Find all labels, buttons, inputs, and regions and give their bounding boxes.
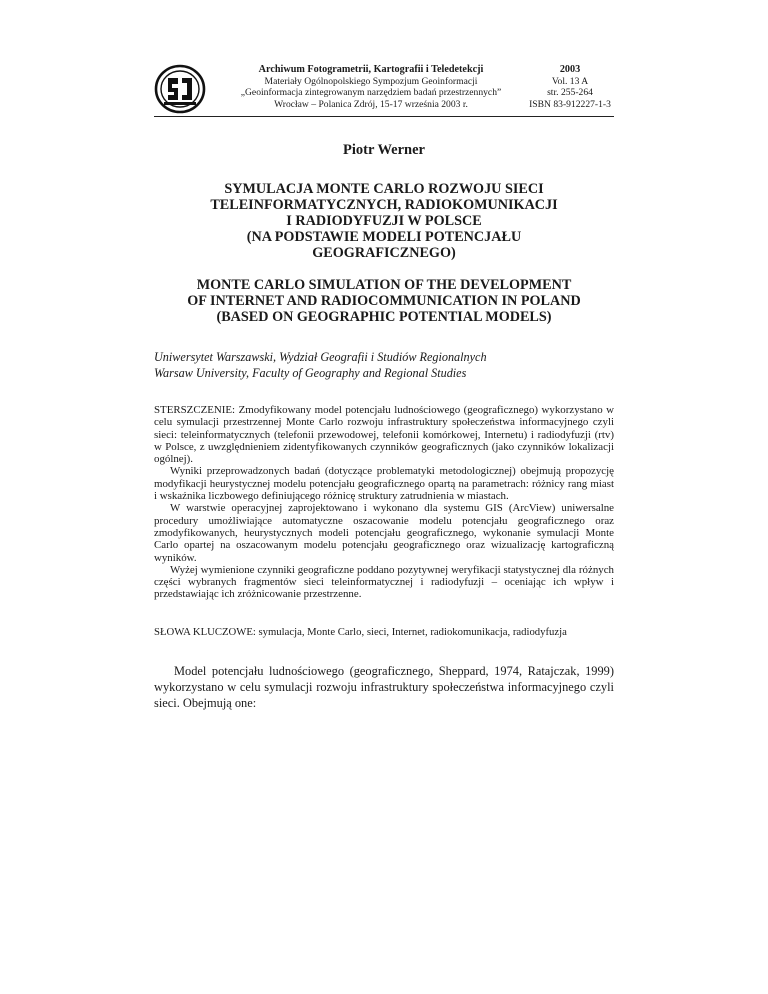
affiliation-english: Warsaw University, Faculty of Geography and Regional Studies — [154, 365, 467, 380]
volume-number: Vol. 13 A — [551, 75, 589, 87]
title-polish — [154, 181, 614, 261]
isbn: ISBN 83-912227-1-3 — [529, 98, 611, 110]
title-polish-line: (NA PODSTAWIE MODELI POTENCJAŁU — [246, 229, 522, 245]
body-paragraph: Model potencjału ludnościowego (geograficznego, Sheppard, 1974, Ratajczak, 1999) wykorzystano w celu symulacji rozwoju infrastruktury społeczeństwa informacyjnego czyli sieci. Obejmują one: — [154, 664, 614, 710]
page-range: str. 255-264 — [547, 87, 593, 99]
header-publication-info — [216, 64, 526, 110]
header-volume-info — [526, 64, 614, 110]
abstract-paragraph: W warstwie operacyjnej zaprojektowano i wykonano dla systemu GIS (ArcView) uniwersalne procedury umożliwiające automatyczne oszacowanie modelu potencjału geograficznego oraz zmodyfikowanych, heurystycznych modeli potencjału geograficznego, wykonanie symulacji Monte Carlo opartej na oszacowanym modelu potencjału geograficznego oraz wizualizację kartograficzną wyników. — [154, 502, 614, 564]
symposium-title: „Geoinformacja zintegrowanym narzędziem badań przestrzennych” — [240, 87, 502, 99]
page-header — [154, 64, 614, 114]
abstract-paragraph: STERSZCZENIE: Zmodyfikowany model potencjału ludnościowego (geograficznego) wykorzystano w celu symulacji przestrzennej Monte Carlo rozwoju infrastruktury społeczeństwa informacyjnego czyli sieci: teleinformatycznych (telefonii przewodowej, telefonii komórkowej, Internetu) i radiodyfuzji (rtv) w Polsce, z uwzględnieniem zidentyfikowanych czynników geograficznych (jako czynników lokalizacji ogólnej). — [154, 404, 614, 466]
title-english-line: OF INTERNET AND RADIOCOMMUNICATION IN POLAND — [187, 293, 581, 309]
society-logo-icon — [154, 64, 206, 114]
header-divider — [154, 116, 614, 117]
affiliation-polish: Uniwersytet Warszawski, Wydział Geografii i Studiów Regionalnych — [154, 350, 487, 364]
abstract-paragraph: Wyniki przeprowadzonych badań (dotyczące problematyki metodologicznej) obejmują propozycję modyfikacji heurystycznej modelu potencjału geograficznego opartą na parametrach: różnicy rang miast i wskaźnika liczbowego definiującego różnicę struktury zatrudnienia w miastach. — [154, 465, 614, 503]
abstract-paragraph: Wyżej wymienione czynniki geograficzne poddano pozytywnej weryfikacji statystycznej dla różnych części wybranych fragmentów sieci teleinformatycznej i radiodyfuzji – oceniając ich wpływ i przedstawiając ich zróżnicowanie przestrzenne. — [154, 563, 614, 601]
symposium-location: Wrocław – Polanica Zdrój, 15-17 września 2003 r. — [274, 98, 468, 110]
keywords: SŁOWA KLUCZOWE: symulacja, Monte Carlo, sieci, Internet, radiokomunikacja, radiodyfuzja — [154, 626, 567, 638]
publication-year: 2003 — [559, 64, 581, 75]
affiliation — [154, 350, 614, 381]
title-polish-line: GEOGRAFICZNEGO) — [312, 245, 456, 261]
title-english-line: MONTE CARLO SIMULATION OF THE DEVELOPMENT — [196, 277, 572, 293]
title-polish-line: TELEINFORMATYCZNYCH, RADIOKOMUNIKACJI — [210, 197, 558, 213]
title-english — [154, 277, 614, 325]
journal-title: Archiwum Fotogrametrii, Kartografii i Teledetekcji — [258, 64, 484, 75]
title-polish-line: SYMULACJA MONTE CARLO ROZWOJU SIECI — [224, 181, 544, 197]
title-english-line: (BASED ON GEOGRAPHIC POTENTIAL MODELS) — [216, 309, 552, 325]
title-polish-line: I RADIODYFUZJI W POLSCE — [286, 213, 482, 229]
symposium-materials: Materiały Ogólnopolskiego Sympozjum Geoinformacji — [264, 75, 478, 87]
abstract — [154, 404, 614, 601]
author-name: Piotr Werner — [342, 142, 425, 158]
